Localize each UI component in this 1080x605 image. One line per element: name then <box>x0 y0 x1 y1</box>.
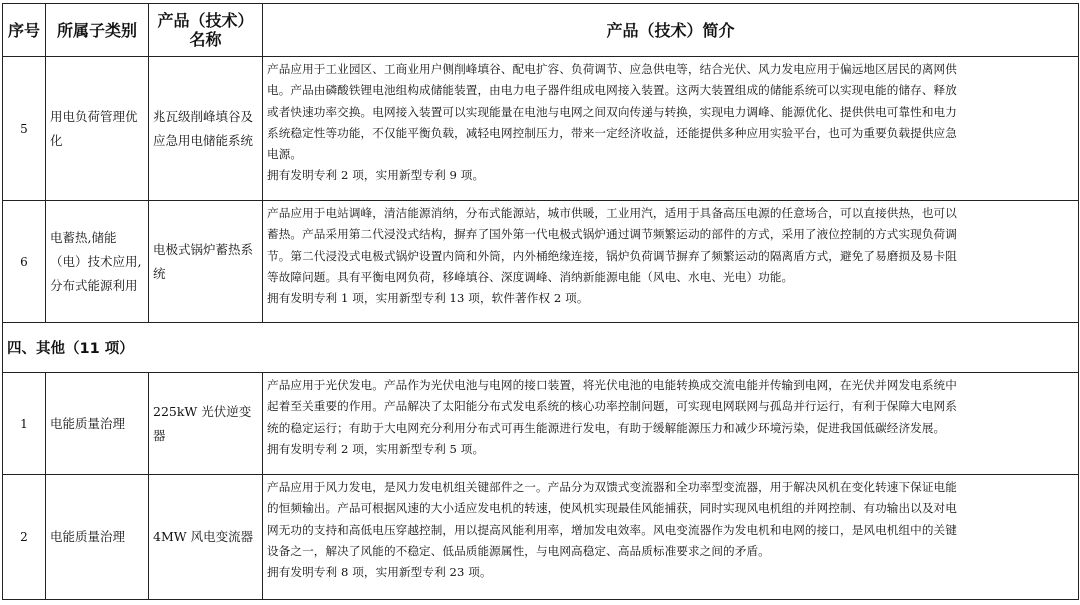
table-row <box>3 373 1079 475</box>
description-line: 拥有发明专利 8 项，实用新型专利 23 项。 <box>267 565 492 580</box>
description-line: 电。产品由磷酸铁锂电池组构成储能装置，由电力电子器件组成电网接入装置。这两大装置组成的储能系统可以实现电能的储存、释放 <box>267 83 957 98</box>
description-line: 拥有发明专利 1 项，实用新型专利 13 项，软件著作权 2 项。 <box>267 291 589 306</box>
row-number: 6 <box>3 201 46 323</box>
row-number: 2 <box>3 475 46 600</box>
description-line: 设备之一，解决了风能的不稳定、低品质能源属性，与电网高稳定、高品质标准要求之间的矛盾。 <box>267 543 770 558</box>
row-product-name: 225kW 光伏逆变器 <box>149 373 263 475</box>
header-product-line1: 产品（技术） <box>157 11 254 30</box>
description-line: 或者快速功率交换。电网接入装置可以实现能量在电池与电网之间双向传递与转换，实现电力调峰、能源优化、提供供电可靠性和电力 <box>267 104 957 119</box>
description-line: 统的稳定运行；有助于大电网充分利用分布式可再生能源进行发电，有助于缓解能源压力和减少环境污染，促进我国低碳经济发展。 <box>267 420 946 435</box>
header-product-line2: 名称 <box>189 30 222 49</box>
table-row <box>3 475 1079 600</box>
description-line: 拥有发明专利 2 项，实用新型专利 9 项。 <box>267 168 485 183</box>
table-header-row <box>3 4 1079 57</box>
description-line: 蓄热。产品采用第二代浸没式结构，摒弃了国外第一代电极式锅炉通过调节频繁运动的部件的方式，采用了液位控制的方式实现负荷调 <box>267 227 957 242</box>
description-line: 产品应用于电站调峰，清洁能源消纳，分布式能源站，城市供暖，工业用汽，适用于具备高压电源的任意场合，可以直接供热，也可以 <box>267 206 957 220</box>
row-description <box>263 373 1079 475</box>
row-number: 1 <box>3 373 46 475</box>
table-row <box>3 201 1079 323</box>
table-body-group-a <box>3 57 1079 323</box>
header-category: 所属子类别 <box>46 4 149 57</box>
section-row <box>3 323 1079 373</box>
description-line: 产品应用于风力发电，是风力发电机组关键部件之一。产品分为双馈式变流器和全功率型变流器，用于解决风机在变化转速下保证电能 <box>267 480 957 494</box>
row-product-name: 电极式锅炉蓄热系统 <box>149 201 263 323</box>
description-line: 产品应用于光伏发电。产品作为光伏电池与电网的接口装置，将光伏电池的电能转换成交流电能并传输到电网，在光伏并网发电系统中 <box>267 378 957 392</box>
row-description <box>263 475 1079 600</box>
description-line: 起着至关重要的作用。产品解决了太阳能分布式发电系统的核心功率控制问题，可实现电网联网与孤岛并行运行，有利于保障大电网系 <box>267 399 957 414</box>
document-page <box>2 3 1078 600</box>
description-line: 产品应用于工业园区、工商业用户侧削峰填谷、配电扩容、负荷调节、应急供电等，结合光伏、风力发电应用于偏远地区居民的离网供 <box>267 62 957 76</box>
description-line: 网无功的支持和高低电压穿越控制，用以提高风能利用率，增加发电效率。风电变流器作为发电机和电网的接口，是风电机组中的关键 <box>267 522 957 537</box>
description-line: 的恒频输出。产品可根据风速的大小适应发电机的转速，使风机实现最佳风能捕获，同时实现风电机组的并网控制、有功输出以及对电 <box>267 501 957 516</box>
row-product-name: 兆瓦级削峰填谷及应急用电储能系统 <box>149 57 263 201</box>
section-group <box>3 323 1079 373</box>
row-category: 电能质量治理 <box>46 373 149 475</box>
row-description <box>263 201 1079 323</box>
row-product-name: 4MW 风电变流器 <box>149 475 263 600</box>
header-intro: 产品（技术）简介 <box>263 4 1079 57</box>
header-product <box>149 4 263 57</box>
section-title: 四、其他（11 项） <box>3 323 1079 373</box>
description-line: 等故障问题。具有平衡电网负荷，移峰填谷、深度调峰、消纳新能源电能（风电、水电、光电）功能。 <box>267 269 794 284</box>
description-line: 节。第二代浸没式电极式锅炉设置内筒和外筒，内外桶绝缘连接，锅炉负荷调节摒弃了频繁运动的隔离盾方式，避免了易磨损及易卡阻 <box>267 248 957 263</box>
row-category: 用电负荷管理优化 <box>46 57 149 201</box>
products-table <box>2 3 1079 600</box>
table-body-group-b <box>3 373 1079 600</box>
row-category: 电能质量治理 <box>46 475 149 600</box>
description-line: 电源。 <box>267 147 303 162</box>
row-number: 5 <box>3 57 46 201</box>
description-line: 系统稳定性等功能，不仅能平衡负载，减轻电网控制压力，带来一定经济收益，还能提供多种应用实验平台，也可为重要负载提供应急 <box>267 125 957 140</box>
table-row <box>3 57 1079 201</box>
header-seq: 序号 <box>3 4 46 57</box>
description-line: 拥有发明专利 2 项，实用新型专利 5 项。 <box>267 441 485 456</box>
row-description <box>263 57 1079 201</box>
row-category: 电蓄热,储能（电）技术应用,分布式能源利用 <box>46 201 149 323</box>
